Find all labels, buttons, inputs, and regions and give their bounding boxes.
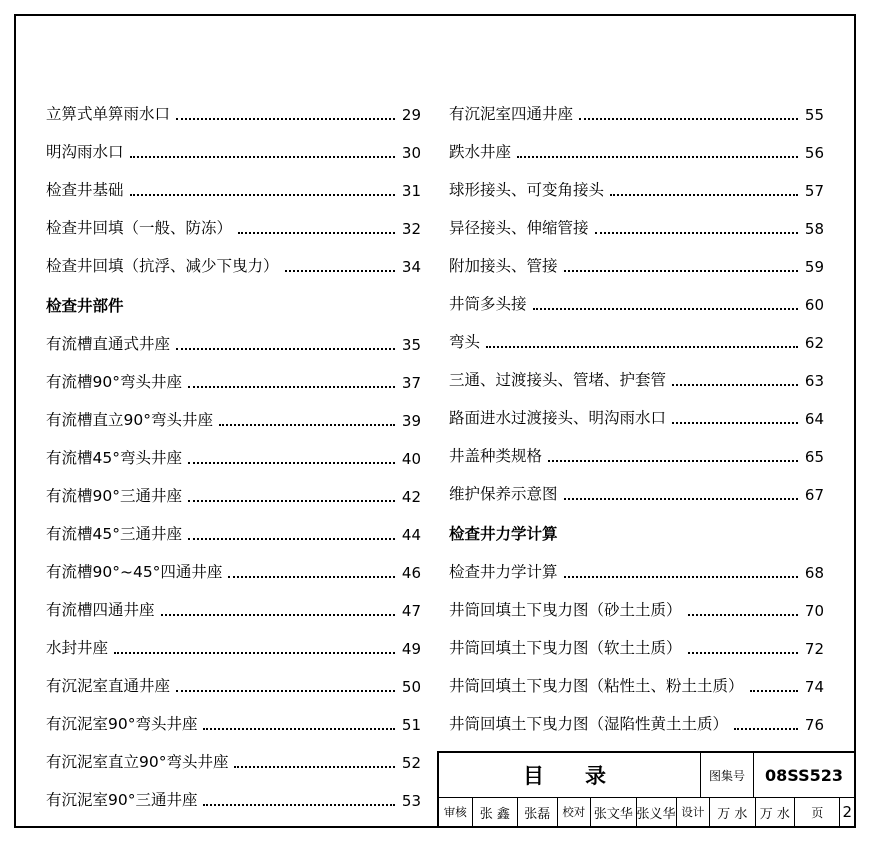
check-label: 校对 <box>558 798 592 826</box>
toc-entry-label: 井盖种类规格 <box>449 447 543 465</box>
toc-entry-page: 40 <box>401 450 421 468</box>
toc-entry-page: 34 <box>401 258 421 276</box>
toc-entry-page: 60 <box>804 296 824 314</box>
toc-entry-page: 42 <box>401 488 421 506</box>
toc-entry <box>449 276 824 314</box>
toc-entry-label: 有流槽直通式井座 <box>46 335 171 353</box>
toc-entry-label: 检查井基础 <box>46 181 124 199</box>
toc-column-left <box>46 86 421 810</box>
toc-entry <box>46 124 421 162</box>
toc-entry-label: 有流槽90°~45°四通井座 <box>46 563 223 581</box>
toc-entry-page: 64 <box>804 410 824 428</box>
toc-entry <box>449 352 824 390</box>
toc-entry-label: 水封井座 <box>46 639 109 657</box>
toc-entry-page: 51 <box>401 716 421 734</box>
toc-entry <box>449 544 824 582</box>
toc-entry <box>449 620 824 658</box>
toc-entry-label: 有沉泥室直立90°弯头井座 <box>46 753 229 771</box>
toc-entry-page: 46 <box>401 564 421 582</box>
toc-leader-dots <box>548 459 798 462</box>
toc-entry-page: 72 <box>804 640 824 658</box>
toc-leader-dots <box>228 575 395 578</box>
design-label: 设计 <box>677 798 711 826</box>
toc-leader-dots <box>219 423 395 426</box>
toc-entry <box>449 390 824 428</box>
review-label: 审核 <box>439 798 473 826</box>
toc-entry-page: 70 <box>804 602 824 620</box>
toc-entry-label: 检查井力学计算 <box>449 563 558 581</box>
toc-entry-page: 44 <box>401 526 421 544</box>
toc-entry-page: 35 <box>401 336 421 354</box>
toc-entry <box>46 582 421 620</box>
drawing-code-label: 图集号 <box>701 753 754 797</box>
toc-entry-page: 55 <box>804 106 824 124</box>
toc-entry-label: 立箅式单箅雨水口 <box>46 105 171 123</box>
toc-entry <box>46 696 421 734</box>
toc-leader-dots <box>130 193 395 196</box>
toc-leader-dots <box>203 803 395 806</box>
toc-leader-dots <box>750 689 798 692</box>
toc-entry <box>46 544 421 582</box>
toc-entry <box>449 124 824 162</box>
toc-entry-page: 57 <box>804 182 824 200</box>
toc-entry-label: 异径接头、伸缩管接 <box>449 219 589 237</box>
toc-entry-label: 检查井回填（抗浮、减少下曳力） <box>46 257 279 275</box>
toc-leader-dots <box>188 461 395 464</box>
toc-section-heading <box>46 276 421 316</box>
toc-entry <box>46 86 421 124</box>
toc-entry-label: 检查井回填（一般、防冻） <box>46 219 233 237</box>
toc-entry-label: 有流槽90°弯头井座 <box>46 373 182 391</box>
check-signature-1: 张文华 <box>591 798 636 826</box>
title-block-top-row <box>439 753 854 798</box>
toc-leader-dots <box>238 231 395 234</box>
toc-entry-page: 59 <box>804 258 824 276</box>
toc-entry-label: 井筒回填土下曳力图（湿陷性黄土土质） <box>449 715 729 733</box>
toc-leader-dots <box>161 613 395 616</box>
toc-entry <box>449 466 824 504</box>
toc-entry-label: 有流槽45°弯头井座 <box>46 449 182 467</box>
toc-leader-dots <box>234 765 395 768</box>
toc-entry-label: 跌水井座 <box>449 143 512 161</box>
toc-entry <box>449 582 824 620</box>
toc-column-right <box>449 86 824 746</box>
toc-entry-label: 有沉泥室四通井座 <box>449 105 574 123</box>
toc-entry-label: 井筒回填土下曳力图（砂土土质） <box>449 601 682 619</box>
toc-entry-page: 53 <box>401 792 421 810</box>
toc-entry-page: 65 <box>804 448 824 466</box>
toc-entry <box>46 658 421 696</box>
toc-entry-page: 62 <box>804 334 824 352</box>
toc-entry-label: 路面进水过渡接头、明沟雨水口 <box>449 409 667 427</box>
toc-leader-dots <box>734 727 798 730</box>
toc-leader-dots <box>176 117 395 120</box>
toc-entry-label: 三通、过渡接头、管堵、护套管 <box>449 371 667 389</box>
toc-entry <box>46 468 421 506</box>
toc-leader-dots <box>176 689 395 692</box>
toc-entry <box>46 772 421 810</box>
toc-leader-dots <box>203 727 395 730</box>
toc-entry <box>46 392 421 430</box>
toc-entry-label: 球形接头、可变角接头 <box>449 181 605 199</box>
toc-entry-label: 检查井力学计算 <box>449 525 558 543</box>
toc-entry <box>449 696 824 734</box>
toc-entry <box>46 316 421 354</box>
design-signature-2: 万 水 <box>756 798 796 826</box>
toc-section-heading <box>449 504 824 544</box>
toc-entry-label: 附加接头、管接 <box>449 257 558 275</box>
drawing-code-value: 08SS523 <box>765 765 843 785</box>
title-block <box>437 751 856 828</box>
toc-entry <box>46 430 421 468</box>
toc-entry <box>449 162 824 200</box>
toc-leader-dots <box>672 383 798 386</box>
toc-entry-page: 56 <box>804 144 824 162</box>
toc-entry-label: 有流槽四通井座 <box>46 601 155 619</box>
toc-entry <box>449 238 824 276</box>
toc-leader-dots <box>564 269 798 272</box>
toc-entry-page: 32 <box>401 220 421 238</box>
toc-entry <box>46 354 421 392</box>
toc-entry-label: 井筒多头接 <box>449 295 527 313</box>
design-signature-1: 万 水 <box>710 798 755 826</box>
toc-entry-page: 37 <box>401 374 421 392</box>
toc-entry-page: 31 <box>401 182 421 200</box>
toc-entry <box>46 506 421 544</box>
toc-entry-page: 74 <box>804 678 824 696</box>
toc-entry-page: 63 <box>804 372 824 390</box>
toc-entry-page: 52 <box>401 754 421 772</box>
toc-leader-dots <box>688 651 798 654</box>
toc-entry-label: 井筒回填土下曳力图（粘性土、粉土土质） <box>449 677 744 695</box>
toc-entry <box>449 428 824 466</box>
toc-leader-dots <box>595 231 798 234</box>
toc-leader-dots <box>672 421 798 424</box>
toc-entry <box>449 200 824 238</box>
toc-entry <box>46 238 421 276</box>
page-number: 2 <box>842 803 853 822</box>
toc-entry-page: 67 <box>804 486 824 504</box>
toc-leader-dots <box>188 537 395 540</box>
toc-entry <box>46 620 421 658</box>
toc-entry-label: 有流槽45°三通井座 <box>46 525 182 543</box>
toc-entry-label: 维护保养示意图 <box>449 485 558 503</box>
toc-entry-page: 68 <box>804 564 824 582</box>
toc-entry-label: 检查井部件 <box>46 297 124 315</box>
review-signature-1: 张 鑫 <box>473 798 518 826</box>
toc-entry-label: 弯头 <box>449 333 481 351</box>
toc-entry-page: 76 <box>804 716 824 734</box>
toc-leader-dots <box>486 345 798 348</box>
toc-entry-label: 明沟雨水口 <box>46 143 124 161</box>
toc-entry-label: 有沉泥室90°三通井座 <box>46 791 198 809</box>
toc-entry-page: 39 <box>401 412 421 430</box>
document-title: 目 录 <box>439 753 701 797</box>
check-signature-2: 张义华 <box>637 798 677 826</box>
toc-leader-dots <box>176 347 395 350</box>
toc-entry <box>46 200 421 238</box>
page-label: 页 <box>795 798 840 826</box>
toc-leader-dots <box>114 651 395 654</box>
toc-leader-dots <box>130 155 395 158</box>
toc-entry <box>46 162 421 200</box>
toc-leader-dots <box>188 499 395 502</box>
toc-entry <box>46 734 421 772</box>
toc-entry <box>449 314 824 352</box>
toc-entry-page: 30 <box>401 144 421 162</box>
toc-leader-dots <box>517 155 798 158</box>
toc-leader-dots <box>285 269 395 272</box>
title-block-signature-row <box>439 798 854 826</box>
review-signature-2: 张磊 <box>518 798 558 826</box>
toc-entry-label: 有沉泥室直通井座 <box>46 677 171 695</box>
toc-leader-dots <box>533 307 798 310</box>
toc-entry-label: 有流槽90°三通井座 <box>46 487 182 505</box>
toc-entry-page: 58 <box>804 220 824 238</box>
toc-entry-label: 井筒回填土下曳力图（软土土质） <box>449 639 682 657</box>
toc-entry-page: 49 <box>401 640 421 658</box>
toc-entry <box>449 658 824 696</box>
toc-entry-page: 47 <box>401 602 421 620</box>
toc-leader-dots <box>579 117 798 120</box>
toc-leader-dots <box>564 497 798 500</box>
toc-leader-dots <box>688 613 798 616</box>
toc-entry <box>449 86 824 124</box>
toc-entry-page: 29 <box>401 106 421 124</box>
toc-entry-label: 有沉泥室90°弯头井座 <box>46 715 198 733</box>
toc-entry-label: 有流槽直立90°弯头井座 <box>46 411 213 429</box>
toc-entry-page: 50 <box>401 678 421 696</box>
toc-leader-dots <box>564 575 798 578</box>
toc-leader-dots <box>188 385 395 388</box>
toc-leader-dots <box>610 193 798 196</box>
